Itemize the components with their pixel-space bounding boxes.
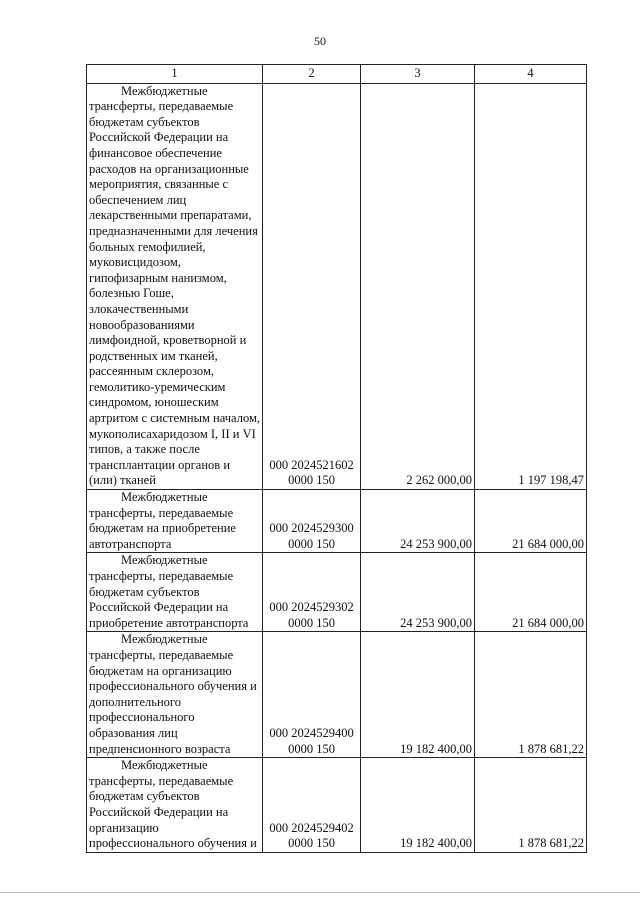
- column-header-2: 2: [263, 65, 361, 84]
- row-value-col4: 21 684 000,00: [475, 490, 587, 553]
- row-name: Межбюджетные трансферты, передаваемые бюджетам на приобретение автотранспорта: [89, 490, 236, 551]
- row-value-col3: 19 182 400,00: [361, 758, 475, 853]
- table-row: [87, 553, 587, 632]
- budget-table: [86, 64, 587, 853]
- row-name: Межбюджетные трансферты, передаваемые бюджетам субъектов Российской Федерации на организацию профессионального обучения и: [89, 758, 257, 851]
- row-name-cell: [87, 758, 263, 853]
- table-row: [87, 632, 587, 758]
- table-row: [87, 83, 587, 489]
- table-row: [87, 490, 587, 553]
- row-name-cell: [87, 490, 263, 553]
- row-value-col4: 1 878 681,22: [475, 632, 587, 758]
- row-code: 000 2024529302 0000 150: [263, 553, 361, 632]
- row-name-cell: [87, 83, 263, 489]
- page-number: 50: [314, 34, 326, 48]
- row-name: Межбюджетные трансферты, передаваемые бюджетам субъектов Российской Федерации на приобретение автотранспорта: [89, 553, 249, 630]
- row-value-col3: 19 182 400,00: [361, 632, 475, 758]
- row-code: 000 2024529402 0000 150: [263, 758, 361, 853]
- column-header-1: 1: [87, 65, 263, 84]
- row-name: Межбюджетные трансферты, передаваемые бюджетам субъектов Российской Федерации на финансовое обеспечение расходов на организационные мероприятия, связанные с обеспечением лиц лекарственными препаратами, предназначенными для лечения больных гемофилией, муковисцидозом, гипофизарным нанизмом, болезнью Гоше, злокачественными новообразованиями лимфоидной, кроветворной и родственных им тканей, рассеянным склерозом, гемолитико-уремическим синдромом, юношеским артритом с системным началом, мукополисахаридозом I, II и VI типов, а также после трансплантации органов и (или) тканей: [89, 83, 261, 488]
- row-value-col3: 24 253 900,00: [361, 490, 475, 553]
- row-name-cell: [87, 553, 263, 632]
- table-row: [87, 758, 587, 853]
- row-code: 000 2024521602 0000 150: [263, 83, 361, 489]
- scan-bottom-edge: [0, 892, 640, 893]
- row-code: 000 2024529300 0000 150: [263, 490, 361, 553]
- row-name: Межбюджетные трансферты, передаваемые бюджетам на организацию профессионального обучения и дополнительного профессионального образования лиц предпенсионного возраста: [89, 632, 257, 756]
- row-value-col3: 2 262 000,00: [361, 83, 475, 489]
- column-header-4: 4: [475, 65, 587, 84]
- row-value-col4: 21 684 000,00: [475, 553, 587, 632]
- row-value-col4: 1 197 198,47: [475, 83, 587, 489]
- row-value-col3: 24 253 900,00: [361, 553, 475, 632]
- row-value-col4: 1 878 681,22: [475, 758, 587, 853]
- row-name-cell: [87, 632, 263, 758]
- column-header-3: 3: [361, 65, 475, 84]
- row-code: 000 2024529400 0000 150: [263, 632, 361, 758]
- table-header-row: [87, 65, 587, 84]
